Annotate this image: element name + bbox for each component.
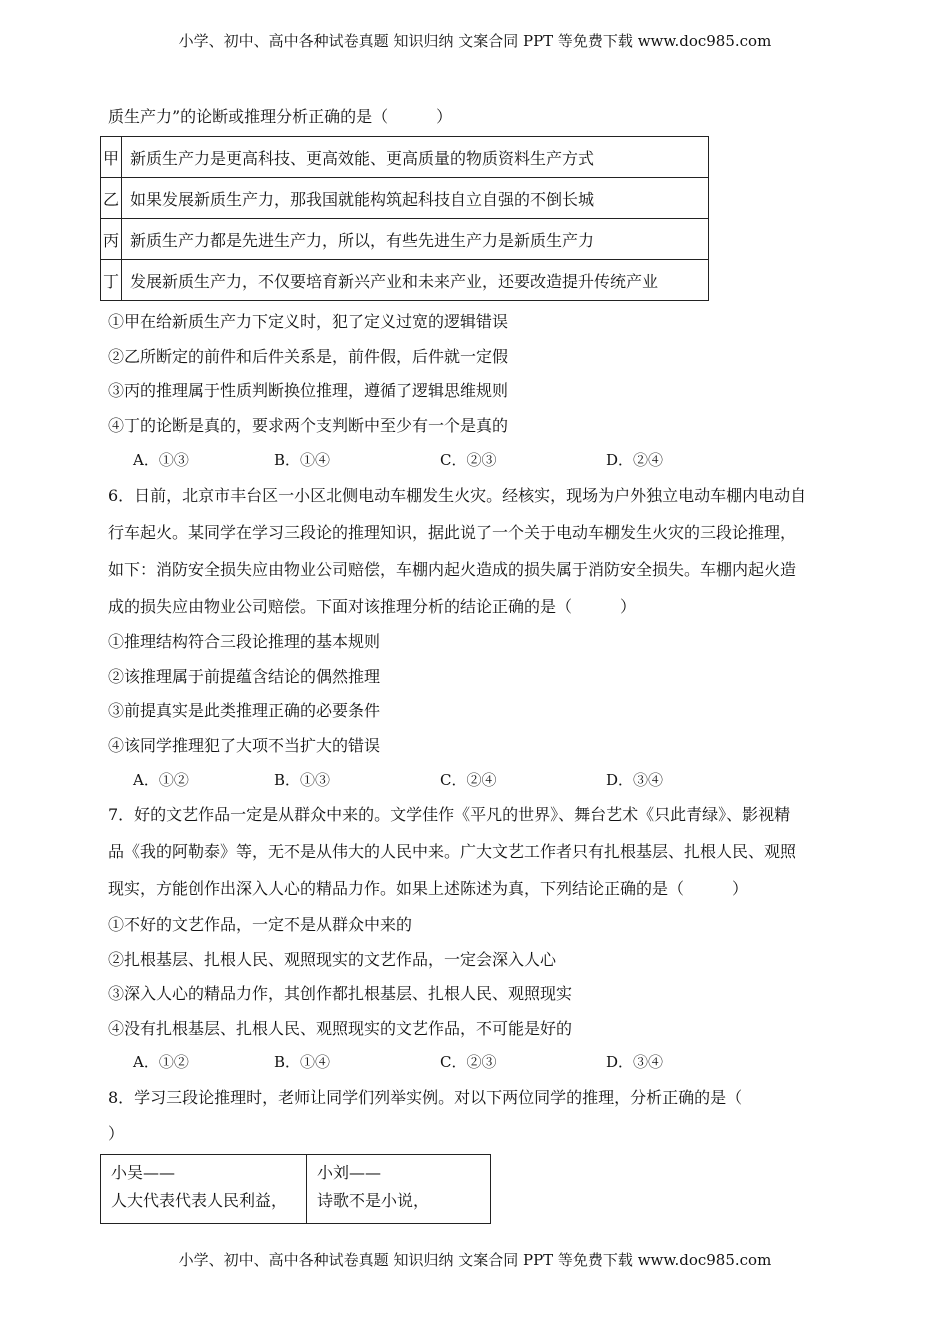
row-key: 丙 <box>101 219 122 260</box>
q8-left-cell <box>101 1155 307 1224</box>
q6-line: 如下：消防安全损失应由物业公司赔偿，车棚内起火造成的损失属于消防安全损失。车棚内起火造 <box>108 560 797 579</box>
q7-statement: ②扎根基层、扎根人民、观照现实的文艺作品，一定会深入人心 <box>108 950 557 969</box>
q7-option-a: A．①② <box>133 1053 189 1071</box>
student-name: 小吴—— <box>111 1163 176 1182</box>
q8-line: ） <box>108 1124 125 1143</box>
student-premise: 诗歌不是小说， <box>317 1191 430 1210</box>
q7-statement: ④没有扎根基层、扎根人民、观照现实的文艺作品，不可能是好的 <box>108 1019 573 1038</box>
q6-line: 成的损失应由物业公司赔偿。下面对该推理分析的结论正确的是（ ） <box>108 597 637 616</box>
q5-statement: ②乙所断定的前件和后件关系是，前件假，后件就一定假 <box>108 347 509 366</box>
q6-option-b: B．①③ <box>274 771 331 789</box>
q5-option-a: A．①③ <box>133 451 189 469</box>
q8-table <box>100 1154 491 1224</box>
q7-line: 现实，方能创作出深入人心的精品力作。如果上述陈述为真，下列结论正确的是（ ） <box>108 879 749 898</box>
q5-statement: ③丙的推理属于性质判断换位推理，遵循了逻辑思维规则 <box>108 381 509 400</box>
row-key: 丁 <box>101 260 122 301</box>
q8-right-cell <box>307 1155 491 1224</box>
q6-statement: ①推理结构符合三段论推理的基本规则 <box>108 632 381 651</box>
q6-statement: ④该同学推理犯了大项不当扩大的错误 <box>108 736 381 755</box>
q6-line: 6．日前，北京市丰台区一小区北侧电动车棚发生火灾。经核实，现场为户外独立电动车棚内电动自 <box>108 486 807 505</box>
q6-line: 行车起火。某同学在学习三段论的推理知识，据此说了一个关于电动车棚发生火灾的三段论推理， <box>108 523 797 542</box>
q7-statement: ③深入人心的精品力作，其创作都扎根基层、扎根人民、观照现实 <box>108 984 573 1003</box>
row-key: 甲 <box>101 137 122 178</box>
table-row <box>101 260 709 301</box>
q5-option-c: C．②③ <box>440 451 497 469</box>
q5-stem: 质生产力”的论断或推理分析正确的是（ ） <box>108 107 453 126</box>
table-row <box>101 137 709 178</box>
q5-statement: ①甲在给新质生产力下定义时，犯了定义过宽的逻辑错误 <box>108 312 509 331</box>
q5-statement: ④丁的论断是真的，要求两个支判断中至少有一个是真的 <box>108 416 509 435</box>
table-row <box>101 178 709 219</box>
page-header: 小学、初中、高中各种试卷真题 知识归纳 文案合同 PPT 等免费下载 www.doc985.com <box>178 32 772 50</box>
row-text: 新质生产力都是先进生产力，所以，有些先进生产力是新质生产力 <box>122 219 709 260</box>
q6-option-c: C．②④ <box>440 771 497 789</box>
q7-line: 品《我的阿勒泰》等，无不是从伟大的人民中来。广大文艺工作者只有扎根基层、扎根人民、观照 <box>108 842 797 861</box>
q6-option-d: D．③④ <box>606 771 664 789</box>
q5-option-d: D．②④ <box>606 451 664 469</box>
q6-statement: ②该推理属于前提蕴含结论的偶然推理 <box>108 667 381 686</box>
row-text: 如果发展新质生产力，那我国就能构筑起科技自立自强的不倒长城 <box>122 178 709 219</box>
q7-statement: ①不好的文艺作品，一定不是从群众中来的 <box>108 915 413 934</box>
q7-option-d: D．③④ <box>606 1053 664 1071</box>
table-row <box>101 1155 491 1224</box>
page-footer: 小学、初中、高中各种试卷真题 知识归纳 文案合同 PPT 等免费下载 www.doc985.com <box>178 1251 772 1269</box>
q5-table <box>100 136 709 301</box>
table-row <box>101 219 709 260</box>
student-name: 小刘—— <box>317 1163 382 1182</box>
student-premise: 人大代表代表人民利益， <box>111 1191 288 1210</box>
q7-option-b: B．①④ <box>274 1053 331 1071</box>
q6-statement: ③前提真实是此类推理正确的必要条件 <box>108 701 381 720</box>
q5-option-b: B．①④ <box>274 451 331 469</box>
row-text: 新质生产力是更高科技、更高效能、更高质量的物质资料生产方式 <box>122 137 709 178</box>
q6-option-a: A．①② <box>133 771 189 789</box>
q8-line: 8．学习三段论推理时，老师让同学们列举实例。对以下两位同学的推理，分析正确的是（ <box>108 1088 743 1107</box>
row-key: 乙 <box>101 178 122 219</box>
row-text: 发展新质生产力，不仅要培育新兴产业和未来产业，还要改造提升传统产业 <box>122 260 709 301</box>
q7-line: 7．好的文艺作品一定是从群众中来的。文学佳作《平凡的世界》、舞台艺术《只此青绿》、影视精 <box>108 805 791 824</box>
q7-option-c: C．②③ <box>440 1053 497 1071</box>
